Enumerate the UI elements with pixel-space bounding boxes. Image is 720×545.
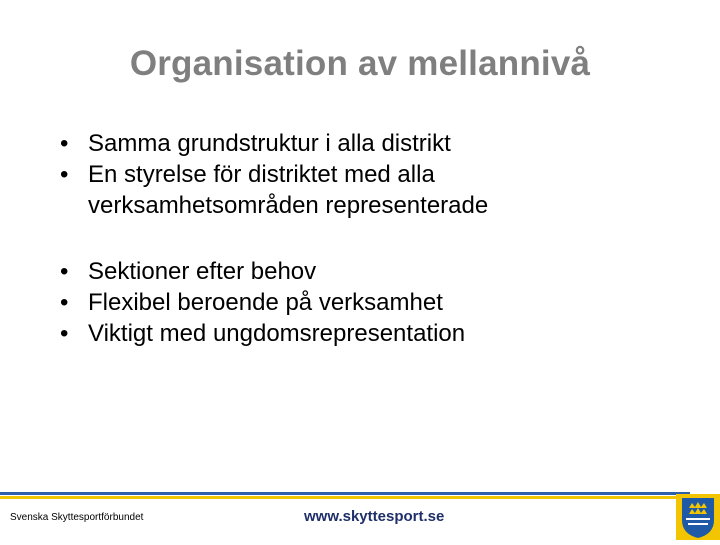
bullet-list-2 [56, 256, 656, 349]
bullet-list-1 [56, 128, 656, 221]
federation-crest-icon [676, 494, 720, 540]
footer-url[interactable]: www.skyttesport.se [304, 508, 445, 525]
bullet-item: • Flexibel beroende på verksamhet [56, 287, 656, 318]
bullet-item: • Sektioner efter behov [56, 256, 656, 287]
bullet-item: • Viktigt med ungdomsrepresentation [56, 318, 656, 349]
footer-divider-yellow [0, 496, 690, 499]
bullet-item: • Samma grundstruktur i alla distrikt [56, 128, 656, 159]
footer-organization: Svenska Skyttesportförbundet [10, 512, 144, 523]
bullet-item: • En styrelse för distriktet med alla verksamhetsområden representerade [56, 159, 656, 221]
footer-divider-blue [0, 492, 690, 495]
slide-title: Organisation av mellannivå [129, 44, 591, 83]
